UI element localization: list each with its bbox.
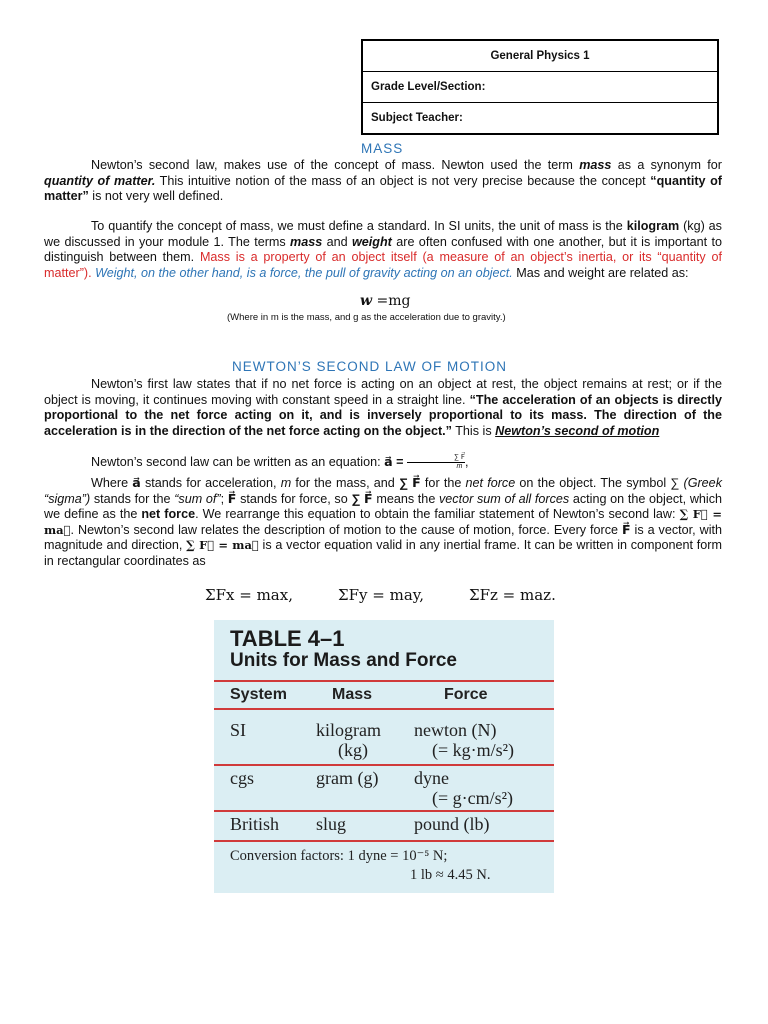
weight-formula: w =mg bbox=[360, 293, 411, 309]
table-cell-force: pound (lb) bbox=[414, 814, 490, 834]
second-law-heading: NEWTON’S SECOND LAW OF MOTION bbox=[232, 359, 508, 374]
mass-heading: MASS bbox=[361, 141, 404, 156]
subject-teacher-label: Subject Teacher: bbox=[362, 103, 718, 135]
table-cell-force: dyne bbox=[414, 768, 449, 788]
table-header-system: System bbox=[230, 686, 287, 703]
law-paragraph-3: Where a⃗ stands for acceleration, m for the mass, and ∑ F⃗ for the net force on the object. The symbol ∑ (Greek “sigma”) stands for the “sum of”; F⃗ stands for force, so ∑ F⃗ means the vector sum of all forces acting on the object, which we define as the net force. We rearrange this equation to obtain the familiar statement of Newton’s second law: ∑ F⃗ = ma⃗. Newton’s second law relates the description of motion to the cause of motion, force. Every force F⃗ is a vector, with magnitude and direction, ∑ F⃗ = ma⃗ is a vector equation valid in any inertial frame. It can be written in component form in rectangular coordinates as bbox=[44, 476, 723, 568]
table-title: TABLE 4–1 bbox=[230, 626, 345, 651]
table-cell-mass: slug bbox=[316, 814, 347, 834]
subject-title: General Physics 1 bbox=[362, 40, 718, 72]
table-cell-mass: gram (g) bbox=[316, 768, 379, 788]
conversion-factor-2: 1 lb ≈ 4.45 N. bbox=[410, 867, 491, 883]
mass-paragraph-2: To quantify the concept of mass, we must define a standard. In SI units, the unit of mass is the kilogram (kg) as we discussed in your module 1. The terms mass and weight are often confused with one another, but it is important to distinguish between them. Mass is a property of an object itself (a measure of an object’s inertia, or its “quantity of matter”). Weight, on the other hand, is a force, the pull of gravity acting on an object. Mas and weight are related as: bbox=[44, 219, 722, 280]
grade-level-label: Grade Level/Section: bbox=[362, 72, 718, 103]
mass-paragraph-1: Newton’s second law, makes use of the concept of mass. Newton used the term mass as a synonym for quantity of matter. This intuitive notion of the mass of an object is not very precise because the concept “quantity of matter” is not very well defined. bbox=[44, 158, 723, 203]
table-cell-system: SI bbox=[230, 720, 247, 740]
table-cell-mass-unit: (kg) bbox=[338, 740, 368, 760]
table-cell-force: newton (N) bbox=[414, 720, 497, 740]
table-rule bbox=[214, 680, 554, 682]
table-subtitle: Units for Mass and Force bbox=[230, 650, 457, 671]
weight-formula-note: (Where in m is the mass, and g as the acceleration due to gravity.) bbox=[227, 312, 506, 323]
header-table bbox=[361, 39, 719, 135]
units-table bbox=[214, 620, 554, 893]
acceleration-fraction: $\frac{\sum F⃗}{m}$ bbox=[407, 454, 465, 471]
table-rule bbox=[214, 708, 554, 710]
component-equation-x: ΣFx = max, bbox=[205, 586, 293, 604]
law-paragraph-1: Newton’s first law states that if no net force is acting on an object at rest, the object remains at rest; or if the object is moving, it continues moving with constant speed in a straight line. “The acceleration of an objects is directly proportional to the net force acting on it, and is inversely proportional to its mass. The direction of the acceleration is in the direction of the net force acting on the object.” This is Newton’s second of motion bbox=[44, 377, 722, 438]
component-equation-y: ΣFy = may, bbox=[338, 586, 425, 604]
table-cell-force-unit: (= g·cm/s²) bbox=[432, 788, 514, 808]
table-cell-system: cgs bbox=[230, 768, 254, 788]
table-rule bbox=[214, 764, 554, 766]
component-equation-z: ΣFz = maz. bbox=[469, 586, 556, 604]
table-cell-mass: kilogram bbox=[316, 720, 381, 740]
table-rule bbox=[214, 810, 554, 812]
table-header-mass: Mass bbox=[332, 686, 373, 703]
conversion-factor-1: Conversion factors: 1 dyne = 10⁻⁵ N; bbox=[230, 848, 448, 864]
table-header-force: Force bbox=[444, 686, 488, 703]
table-cell-force-unit: (= kg·m/s²) bbox=[432, 740, 515, 760]
table-rule bbox=[214, 840, 554, 842]
law-paragraph-2: Newton’s second law can be written as an equation: a⃗ = $\frac{\sum F⃗}{m}$ , bbox=[91, 454, 469, 470]
table-cell-system: British bbox=[230, 814, 280, 834]
